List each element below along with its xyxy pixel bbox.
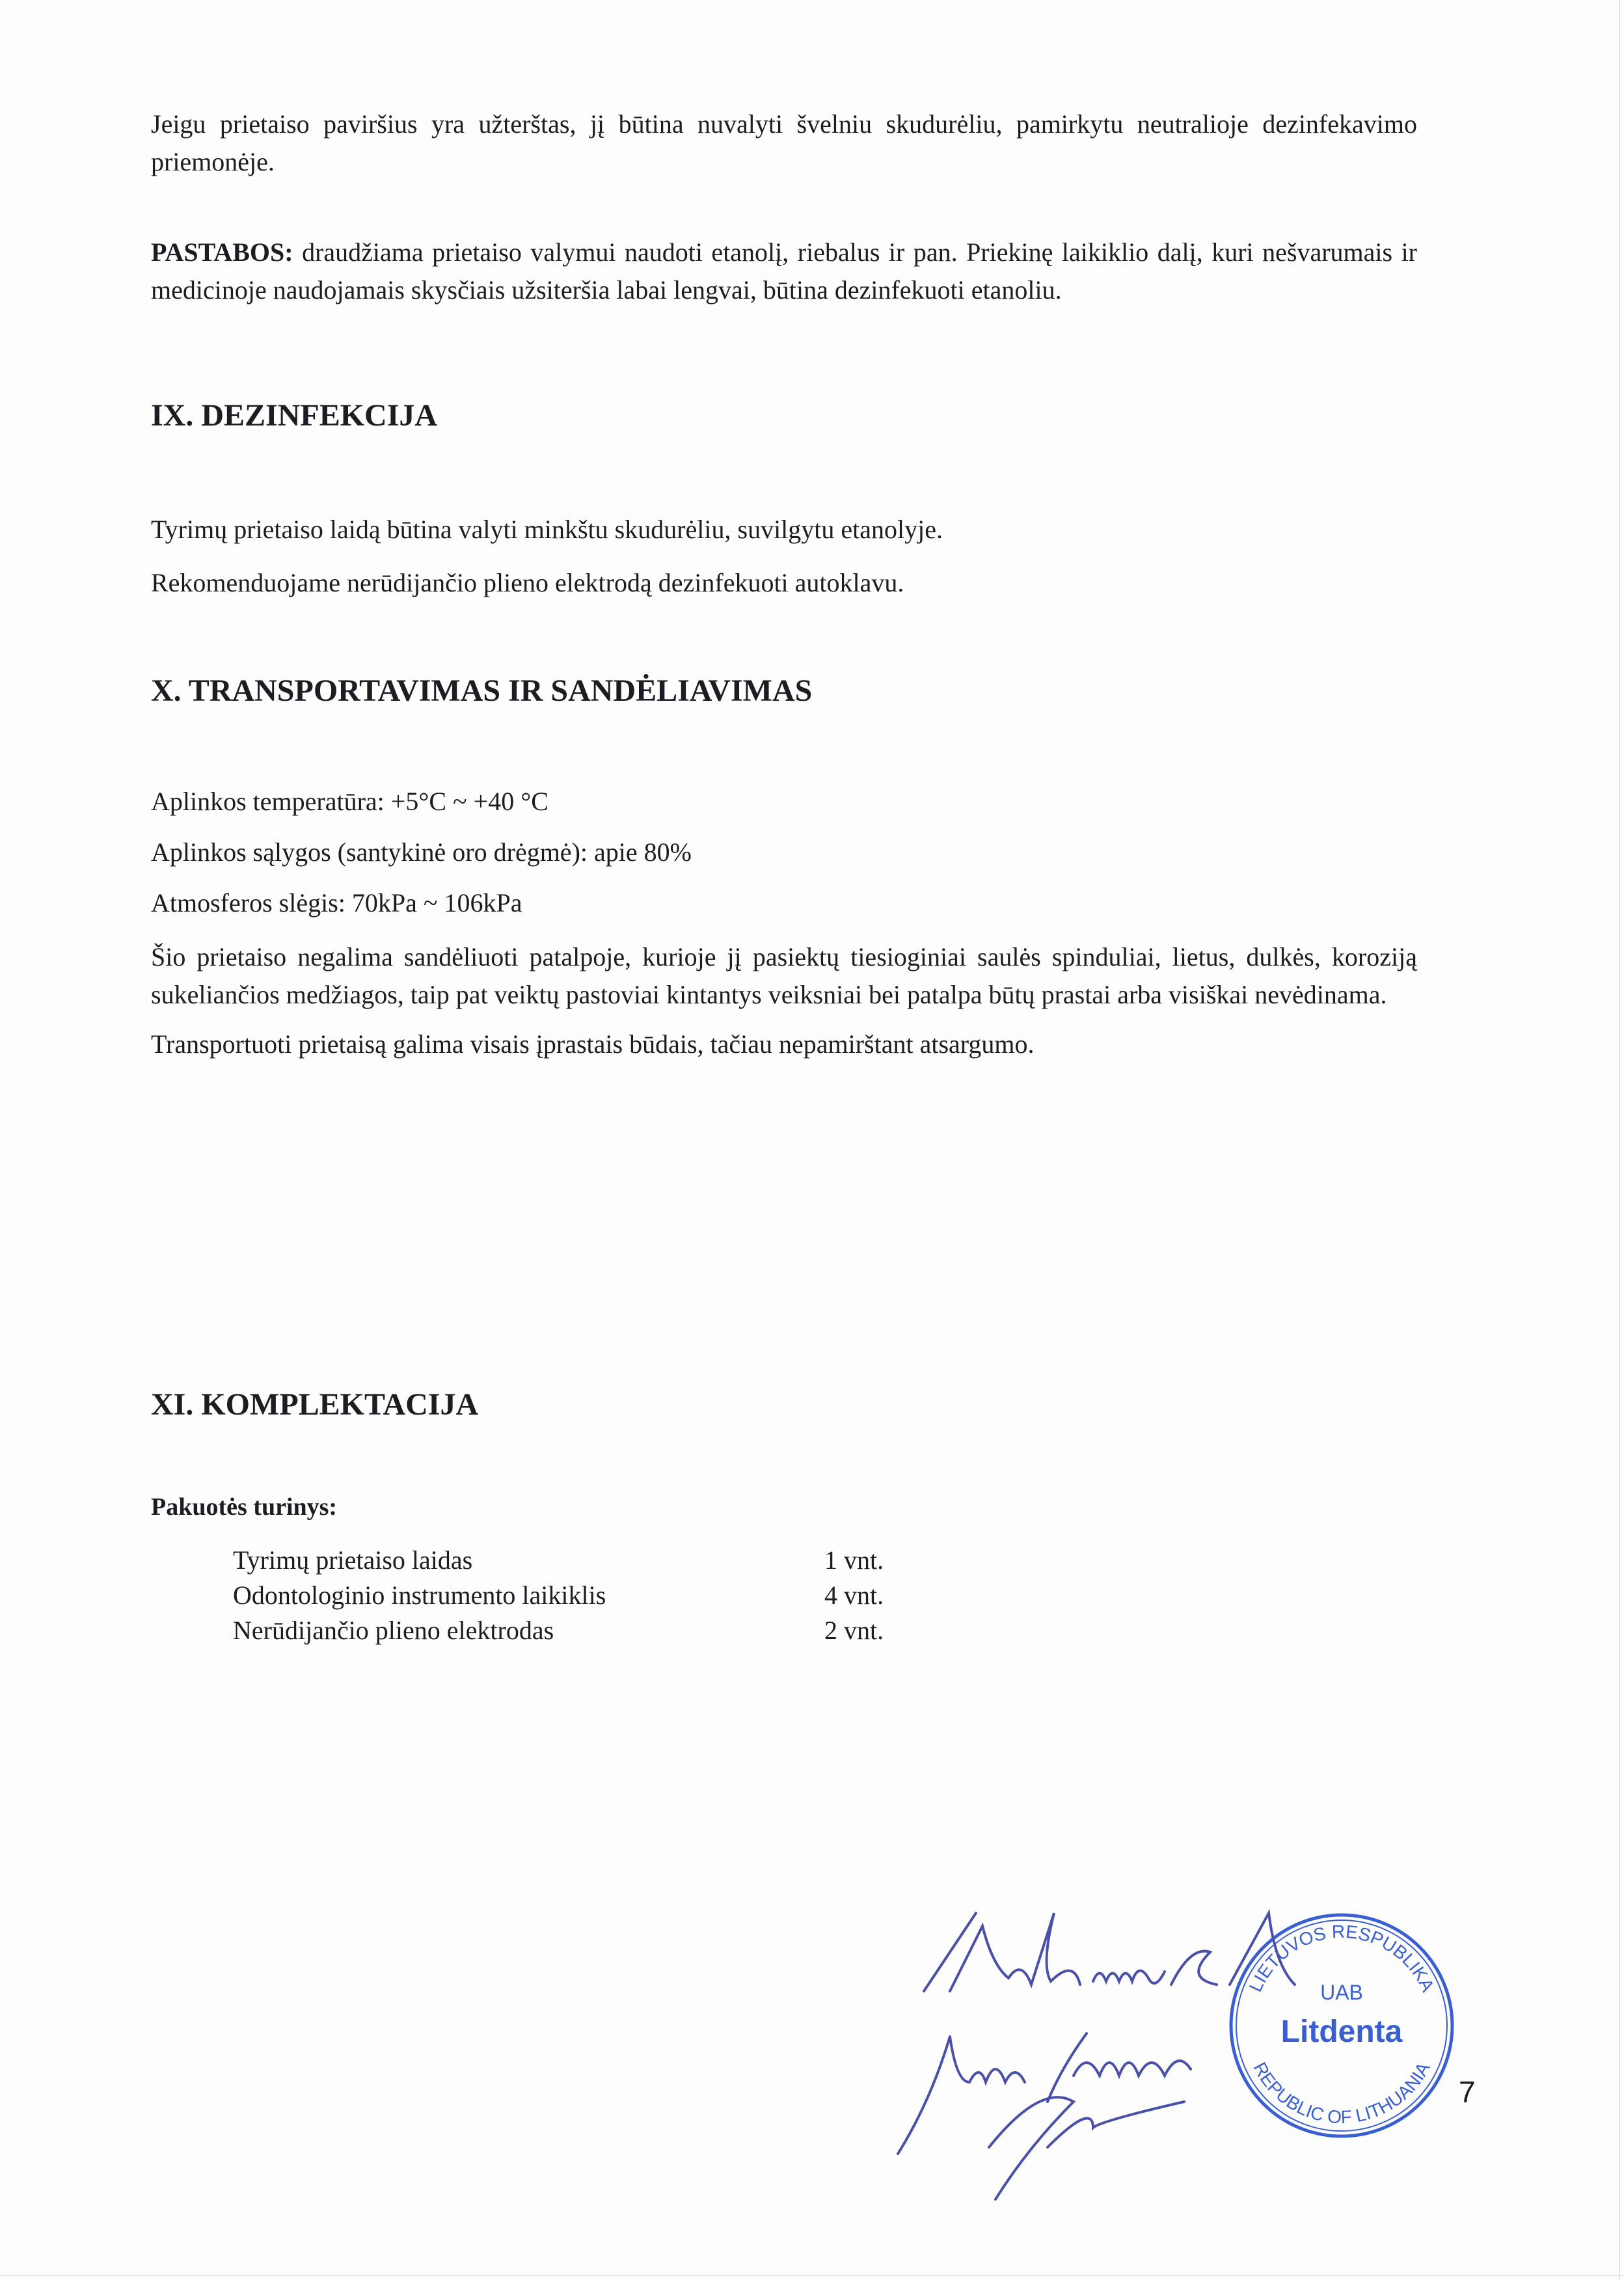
note-paragraph xyxy=(151,234,1417,309)
section-10-line: Aplinkos sąlygos (santykinė oro drėgmė): apie 80% xyxy=(151,837,692,867)
item-name: Tyrimų prietaiso laidas xyxy=(233,1545,473,1575)
section-11-title: XI. KOMPLEKTACIJA xyxy=(151,1387,479,1422)
section-10-line: Atmosferos slėgis: 70kPa ~ 106kPa xyxy=(151,888,522,917)
package-contents-label: Pakuotės turinys: xyxy=(151,1493,338,1521)
item-name: Nerūdijančio plieno elektrodas xyxy=(233,1616,554,1645)
page-content xyxy=(151,105,1417,1648)
stamp-company-name: Litdenta xyxy=(1280,2015,1403,2049)
item-qty: 2 vnt. xyxy=(824,1616,884,1645)
section-10-title: X. TRANSPORTAVIMAS IR SANDĖLIAVIMAS xyxy=(151,673,813,708)
note-text: draudžiama prietaiso valymui naudoti etanolį, riebalus ir pan. Priekinę laikiklio dalį, kuri nešvarumais ir medicinoje naudojamais skysčiais užsiteršia labai lengvai, būtina dezinfekuoti etanoliu. xyxy=(151,238,1417,305)
scan-edge-right xyxy=(1619,0,1620,2280)
section-9-line: Rekomenduojame nerūdijančio plieno elektrodą dezinfekuoti autoklavu. xyxy=(151,568,904,597)
section-10-paragraph: Šio prietaiso negalima sandėliuoti patalpoje, kurioje jį pasiektų tiesioginiai saulės spinduliai, lietus, dulkės, koroziją sukeliančios medžiagos, taip pat veiktų pastoviai kintantys veiksniai bei patalpa būtų prastai arba visiškai nevėdinama. xyxy=(151,942,1417,1009)
company-stamp xyxy=(1231,1915,1452,2136)
stamp-uab-text: UAB xyxy=(1320,1981,1363,2004)
item-name: Odontologinio instrumento laikiklis xyxy=(233,1581,606,1610)
package-contents-list xyxy=(233,1543,1417,1648)
page-number: 7 xyxy=(1459,2075,1476,2109)
section-10-line: Aplinkos temperatūra: +5°C ~ +40 °C xyxy=(151,787,548,816)
cleaning-paragraph: Jeigu prietaiso paviršius yra užterštas, jį būtina nuvalyti švelniu skudurėliu, pamirkytu neutralioje dezinfekavimo priemonėje. xyxy=(151,109,1417,176)
item-qty: 4 vnt. xyxy=(824,1581,884,1610)
stamp-top-text: LIETUVOS RESPUBLIKA xyxy=(1245,1921,1439,1995)
scan-edge-bottom xyxy=(0,2275,1624,2276)
section-10-line: Transportuoti prietaisą galima visais įprastais būdais, tačiau nepamirštant atsargumo. xyxy=(151,1029,1035,1059)
signature-and-stamp xyxy=(878,1887,1464,2212)
section-9-title: IX. DEZINFEKCIJA xyxy=(151,398,438,433)
stamp-bottom-text: REPUBLIC OF LITHUANIA xyxy=(1249,2059,1434,2128)
section-9-line: Tyrimų prietaiso laidą būtina valyti minkštu skudurėliu, suvilgytu etanolyje. xyxy=(151,515,943,544)
note-label: PASTABOS: xyxy=(151,238,293,267)
item-qty: 1 vnt. xyxy=(824,1545,884,1575)
